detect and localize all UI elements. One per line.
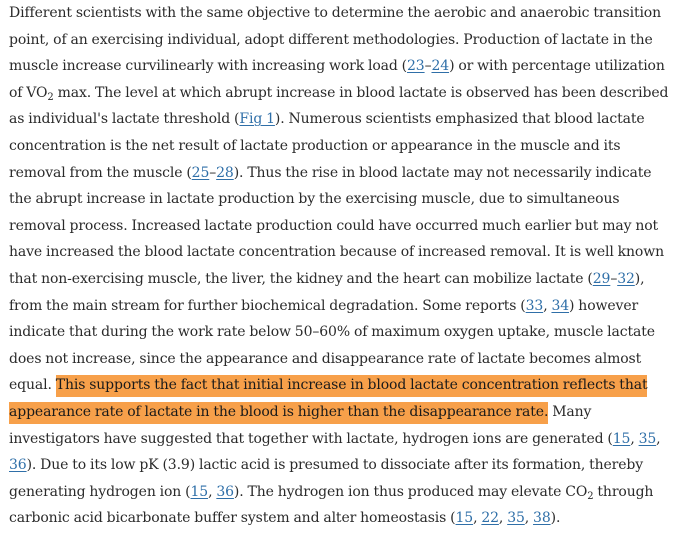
figure-link-fig-1[interactable]: Fig 1	[239, 111, 275, 128]
paragraph-text: ) or with percentage utilization of VO	[9, 58, 665, 101]
range-dash: –	[424, 58, 432, 75]
paragraph-text: ). Due to its low pK (3.9) lactic acid is presumed to dissociate after its formation, thereby generating hydrogen ion (	[9, 457, 644, 500]
paragraph-text: Different scientists with the same objective to determine the aerobic and anaerobic transition point, of an exercising individual, adopt different methodologies. Production of lactate in the muscle increase curvilinearly with increasing work load (	[9, 5, 662, 75]
highlighted-sentence: This supports the fact that initial increase in blood lactate concentration reflects that appearance rate of lactate in the blood is higher than the disappearance rate.	[9, 375, 647, 424]
reference-link-36[interactable]: 36	[216, 483, 234, 500]
reference-link-24[interactable]: 24	[431, 58, 450, 75]
reference-separator: ,	[473, 510, 482, 527]
paragraph-text: ).	[550, 510, 561, 527]
paragraph-text: ). Numerous scientists emphasized that blood lactate concentration is the net result of lactate production or appearance in the muscle and its removal from the muscle (	[9, 111, 645, 181]
reference-link-35[interactable]: 35	[638, 430, 657, 447]
article-paragraph	[9, 0, 675, 532]
reference-separator: ,	[208, 483, 217, 500]
reference-link-22[interactable]: 22	[481, 510, 499, 527]
paragraph-text: max. The level at which abrupt increase in blood lactate is observed has been described as individual's lactate threshold (	[9, 84, 669, 128]
reference-link-29[interactable]: 29	[592, 270, 611, 287]
range-dash: –	[610, 270, 618, 287]
paragraph-text: ), from the main stream for further biochemical degradation. Some reports (	[9, 270, 645, 314]
reference-link-28[interactable]: 28	[216, 164, 234, 181]
reference-link-36[interactable]: 36	[9, 457, 27, 474]
reference-separator: ,	[656, 430, 661, 447]
range-dash: –	[209, 164, 217, 181]
reference-link-15[interactable]: 15	[190, 483, 209, 500]
reference-link-38[interactable]: 38	[533, 510, 551, 527]
paragraph-text: Many investigators have suggested that together with lactate, hydrogen ions are generated (	[9, 403, 613, 447]
reference-link-34[interactable]: 34	[551, 297, 570, 314]
reference-separator: ,	[524, 510, 534, 527]
reference-link-23[interactable]: 23	[407, 58, 425, 75]
reference-link-35[interactable]: 35	[507, 510, 525, 527]
reference-link-32[interactable]: 32	[617, 270, 635, 287]
reference-separator: ,	[630, 430, 639, 447]
reference-link-33[interactable]: 33	[525, 297, 544, 314]
reference-separator: ,	[498, 510, 508, 527]
paragraph-text: ) however indicate that during the work rate below 50–60% of maximum oxygen uptake, muscle lactate does not increase, since the appearance and disappearance rate of lactate becomes almost equal.	[9, 297, 655, 394]
paragraph-text: ). Thus the rise in blood lactate may not necessarily indicate the abrupt increase in lactate production by the exercising muscle, due to simultaneous removal process. Increased lactate production could have occurred much earlier but may not have increased the blood lactate concentration because of increased removal. It is well known that non-exercising muscle, the liver, the kidney and the heart can mobilize lactate (	[9, 164, 664, 287]
co2-subscript: 2	[587, 490, 594, 502]
reference-link-15[interactable]: 15	[455, 510, 474, 527]
reference-separator: ,	[543, 297, 552, 314]
reference-link-15[interactable]: 15	[612, 430, 631, 447]
reference-link-25[interactable]: 25	[191, 164, 210, 181]
vo2-subscript: 2	[47, 91, 54, 103]
paragraph-text: ). The hydrogen ion thus produced may elevate CO	[233, 483, 588, 500]
paragraph-text: through carbonic acid bicarbonate buffer system and alter homeostasis (	[9, 483, 654, 527]
